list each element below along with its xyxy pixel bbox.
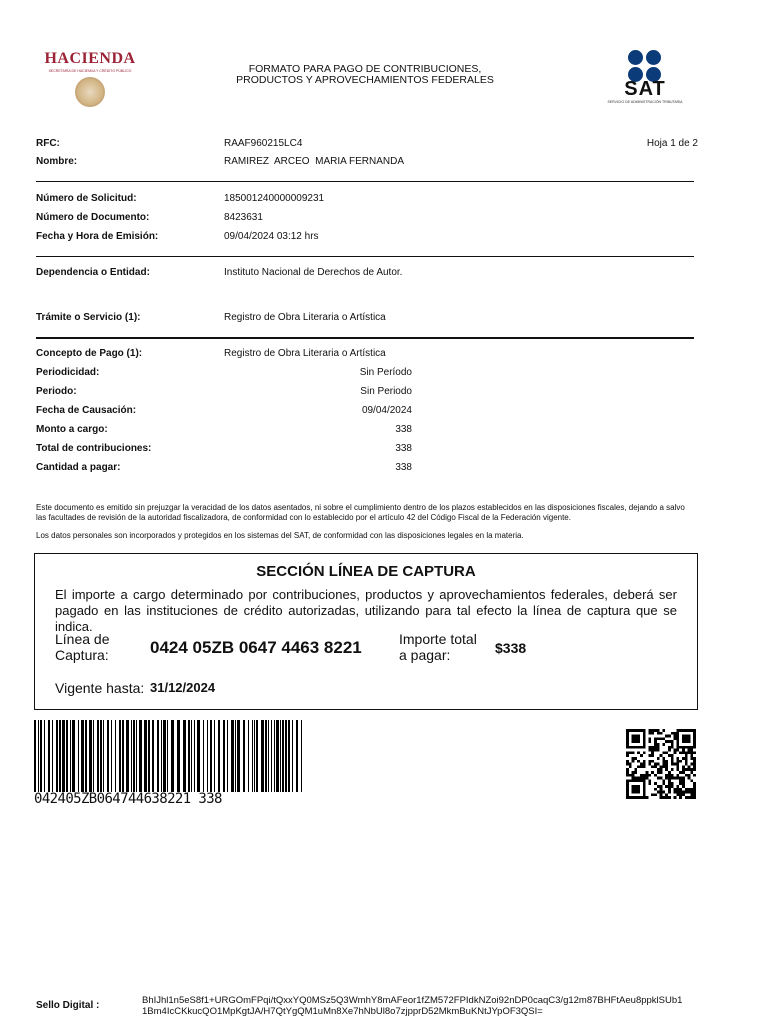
document-title: FORMATO PARA PAGO DE CONTRIBUCIONES, PRODUCTOS Y APROVECHAMIENTOS FEDERALES: [236, 63, 494, 86]
vigente-label: Vigente hasta:: [55, 680, 145, 696]
hacienda-title: HACIENDA: [44, 50, 136, 67]
nombre-label: Nombre:: [36, 156, 78, 167]
total-value: 338: [395, 443, 412, 454]
divider: [36, 337, 694, 339]
cantidad-value: 338: [395, 462, 412, 473]
nombre-value: RAMIREZ ARCEO MARIA FERNANDA: [224, 156, 405, 167]
causacion-value: 09/04/2024: [361, 405, 412, 416]
monto-value: 338: [395, 424, 412, 435]
linea-captura-value: 0424 05ZB 0647 4463 8221: [150, 638, 362, 657]
total-label: Total de contribuciones:: [36, 443, 152, 454]
legal-note: Este documento es emitido sin prejuzgar la veracidad de los datos asentados, ni sobre el cumplimiento dentro de los plazos establecidos en las disposiciones fiscales, dejando a salvo las facultades de revisión de la autoridad fiscalizadora, de conformidad con lo establecido por el artículo 42 del Código Fiscal de la Federación vigente.: [36, 503, 685, 522]
concepto-value: Registro de Obra Literaria o Artística: [224, 348, 386, 359]
divider: [36, 181, 694, 182]
monto-label: Monto a cargo:: [36, 424, 108, 435]
sat-wordmark: SAT: [624, 78, 666, 100]
page-number: Hoja 1 de 2: [646, 138, 698, 149]
linea-captura-section: [34, 553, 698, 710]
national-seal-icon: [75, 77, 105, 107]
vigente-value: 31/12/2024: [150, 680, 216, 695]
sello-digital-label: Sello Digital :: [36, 1000, 100, 1011]
periodo-label: Periodo:: [36, 386, 77, 397]
fecha-emision-label: Fecha y Hora de Emisión:: [36, 231, 159, 242]
num-solicitud-label: Número de Solicitud:: [36, 193, 137, 204]
fecha-emision-value: 09/04/2024 03:12 hrs: [224, 231, 319, 242]
linea-captura-label: Línea de Captura:: [55, 631, 110, 663]
barcode-icon: [34, 720, 302, 792]
qr-code-icon: [626, 729, 696, 799]
cantidad-label: Cantidad a pagar:: [36, 462, 121, 473]
barcode-text: 042405ZB064744638221 338: [34, 791, 222, 807]
section-title: SECCIÓN LÍNEA DE CAPTURA: [256, 563, 476, 580]
sat-subtitle: SERVICIO DE ADMINISTRACIÓN TRIBUTARIA: [607, 100, 683, 104]
num-solicitud-value: 185001240000009231: [224, 193, 325, 204]
causacion-label: Fecha de Causación:: [36, 405, 137, 416]
concepto-label: Concepto de Pago (1):: [36, 348, 143, 359]
dependencia-value: Instituto Nacional de Derechos de Autor.: [224, 267, 403, 278]
sello-digital-value: BhIJhl1n5eS8f1+URGOmFPqi/tQxxYQ0MSz5Q3WmhY8mAFeor1fZM572FPIdkNZoi92nDP0caqC3/g12m87BHFtAeu8ppklSUb1 1Bm4IcCKkucQO1MpKgtJA/H7QtYgQM1uMn8Xe7hNbUl8o7zjpprD52MkmBuKNtJYpOF3QSI=: [142, 995, 683, 1017]
importe-total-label: Importe total a pagar:: [399, 631, 477, 663]
section-text: El importe a cargo determinado por contribuciones, productos y aprovechamientos federales, deberá ser pagado en las instituciones de crédito autorizadas, utilizando para tal efecto la línea de captura que se indica.: [55, 587, 677, 634]
privacy-note: Los datos personales son incorporados y protegidos en los sistemas del SAT, de conformidad con las disposiciones legales en la materia.: [36, 531, 524, 540]
periodo-value: Sin Periodo: [360, 386, 412, 397]
importe-total-value: $338: [495, 640, 527, 656]
tramite-value: Registro de Obra Literaria o Artística: [224, 312, 386, 323]
periodicidad-value: Sin Período: [359, 367, 412, 378]
num-documento-label: Número de Documento:: [36, 212, 150, 223]
hacienda-subtitle: SECRETARÍA DE HACIENDA Y CRÉDITO PÚBLICO: [48, 69, 132, 73]
hacienda-logo: [36, 50, 144, 110]
divider: [36, 256, 694, 257]
rfc-label: RFC:: [36, 138, 60, 149]
tramite-label: Trámite o Servicio (1):: [36, 312, 141, 323]
rfc-value: RAAF960215LC4: [224, 138, 303, 149]
num-documento-value: 8423631: [224, 212, 263, 223]
periodicidad-label: Periodicidad:: [36, 367, 100, 378]
sat-logo: [592, 46, 698, 108]
dependencia-label: Dependencia o Entidad:: [36, 267, 150, 278]
